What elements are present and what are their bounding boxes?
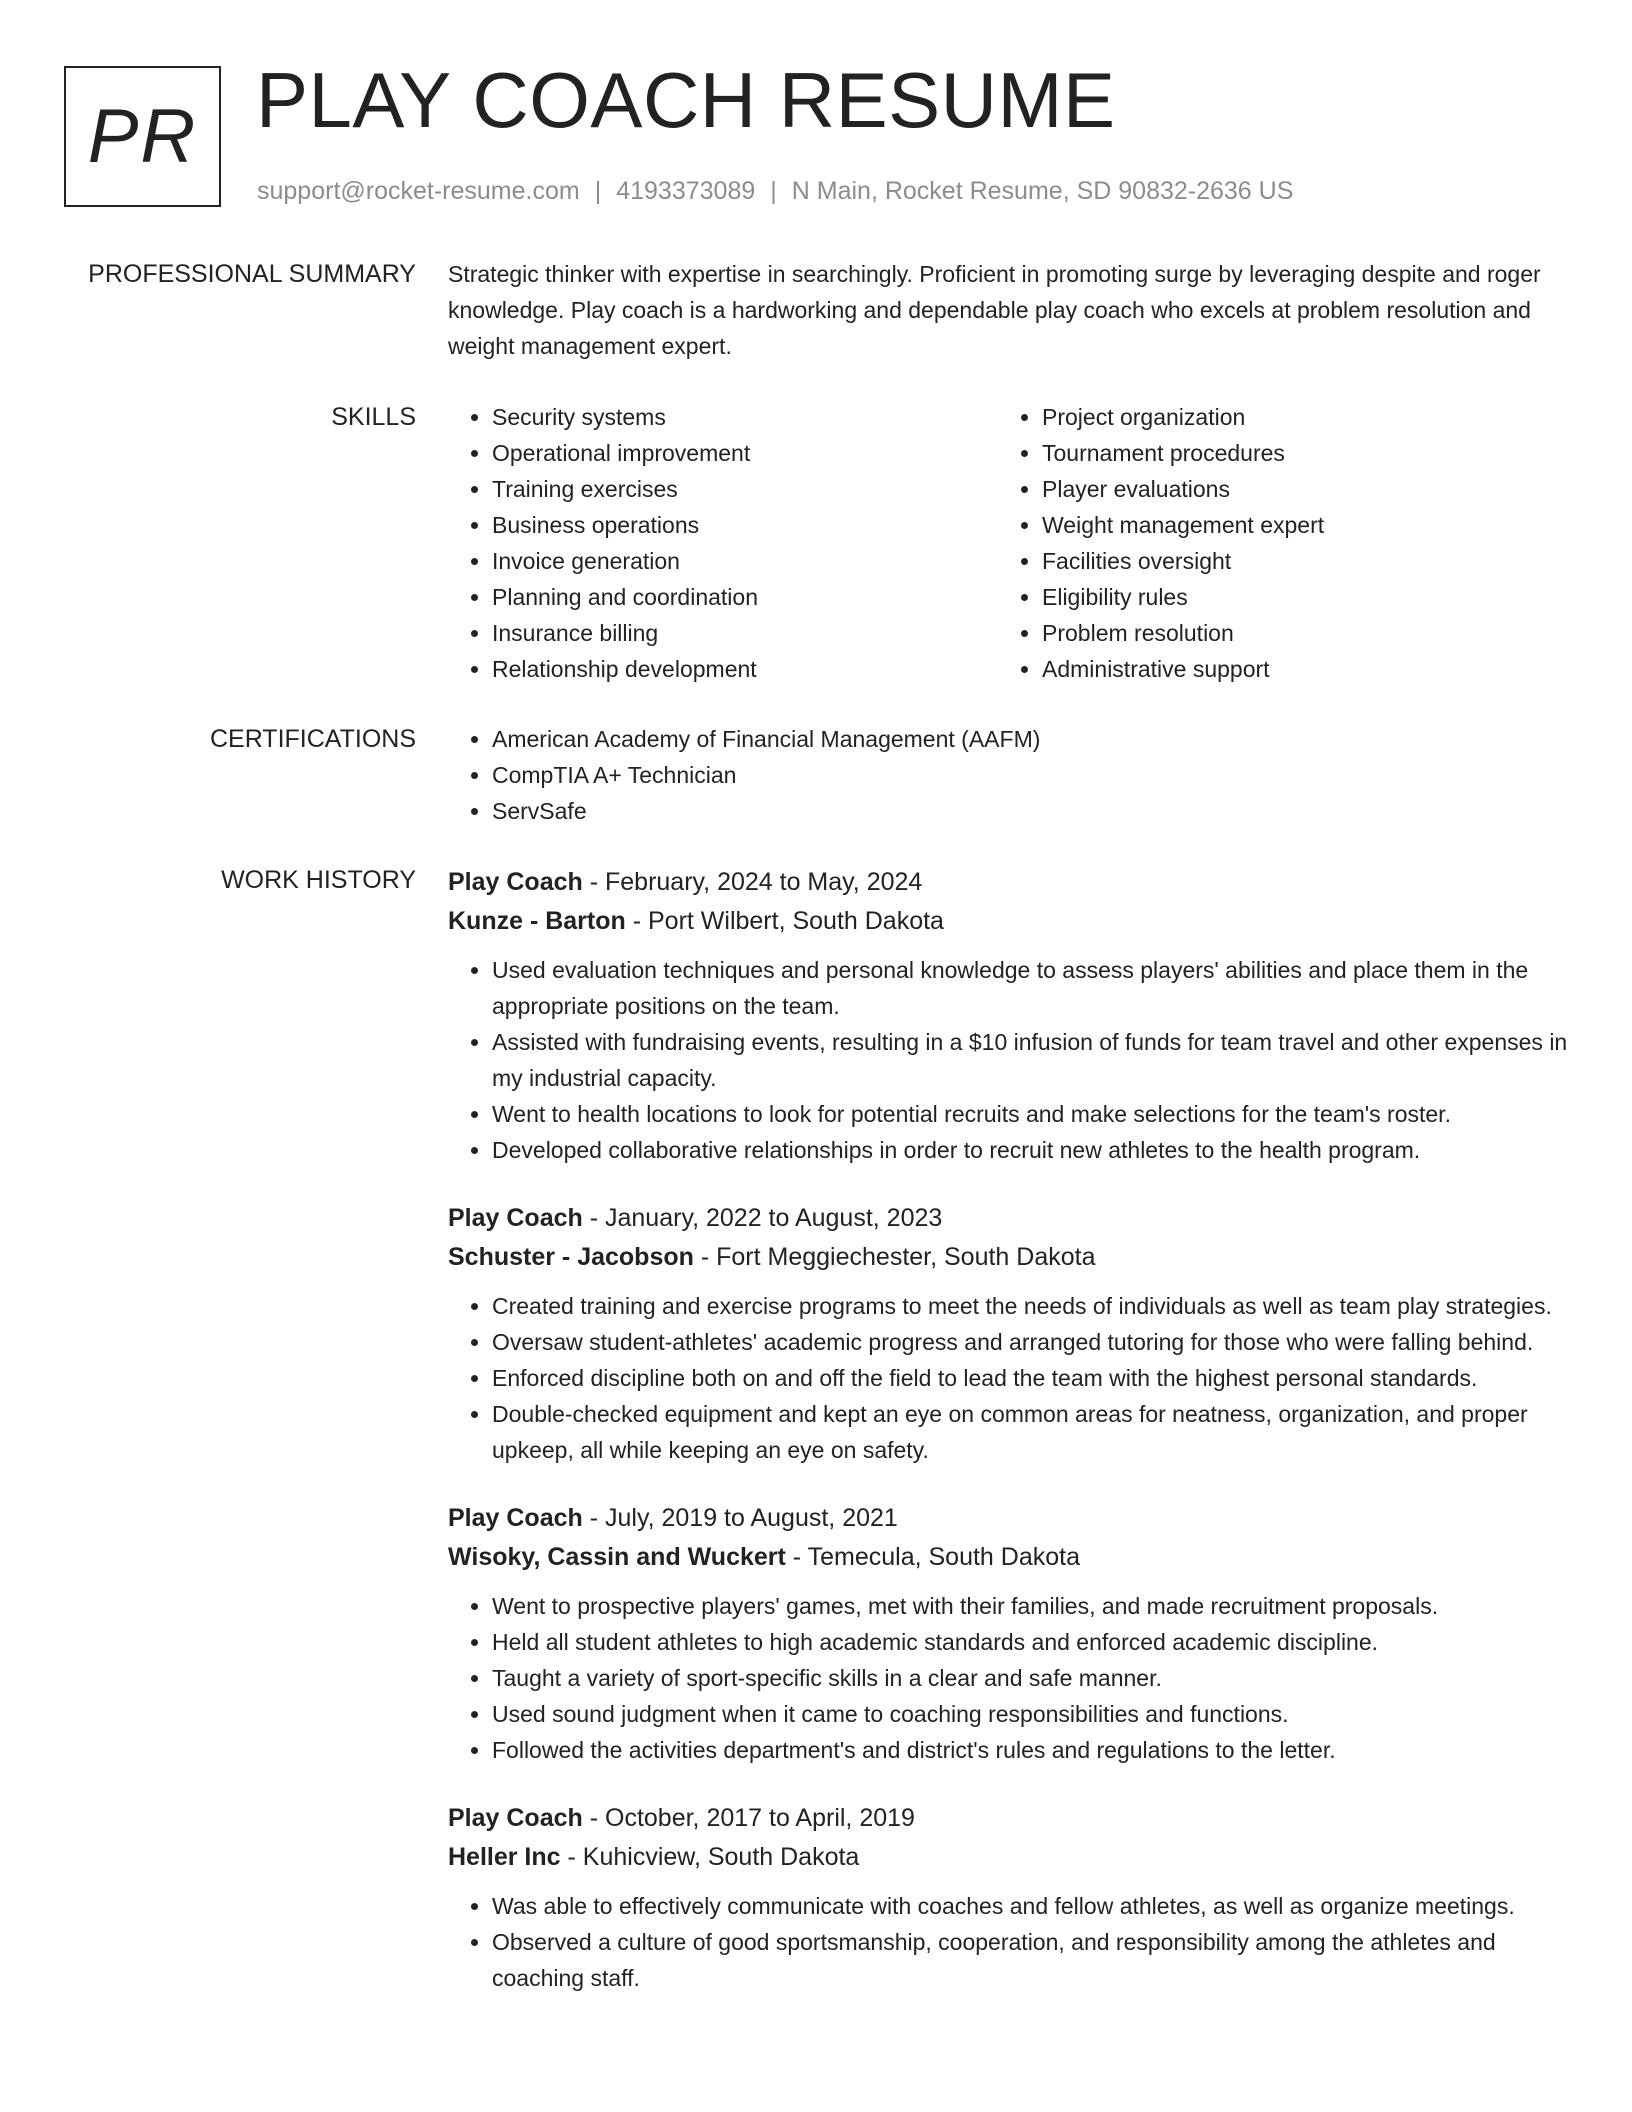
job-title-line bbox=[448, 1198, 1568, 1238]
job-entry bbox=[448, 862, 1568, 1168]
dash: - bbox=[582, 1804, 605, 1832]
summary-text: Strategic thinker with expertise in searchingly. Proficient in promoting surge by leveraging despite and roger knowledge. Play coach is a hardworking and dependable play coach who excels at problem resolution and weight management expert. bbox=[448, 261, 1541, 359]
skill-item: • Business operations bbox=[492, 507, 998, 543]
job-bullet: • Followed the activities department's and district's rules and regulations to the letter. bbox=[492, 1732, 1568, 1768]
skill-item: • Insurance billing bbox=[492, 615, 998, 651]
job-location: Temecula, South Dakota bbox=[807, 1543, 1080, 1571]
job-dates: October, 2017 to April, 2019 bbox=[605, 1804, 915, 1832]
certification-item: • American Academy of Financial Management (AAFM) bbox=[492, 721, 1568, 757]
skill-item: • Eligibility rules bbox=[1042, 579, 1548, 615]
work-history-body bbox=[448, 862, 1568, 2026]
skills-list-left bbox=[448, 399, 998, 687]
job-title: Play Coach bbox=[448, 1804, 583, 1832]
job-employer: Schuster - Jacobson bbox=[448, 1243, 694, 1271]
job-bullets bbox=[448, 1288, 1568, 1468]
job-title-line bbox=[448, 1798, 1568, 1838]
contact-line bbox=[257, 176, 1293, 206]
job-employer-line bbox=[448, 1538, 1568, 1576]
job-location: Port Wilbert, South Dakota bbox=[648, 907, 944, 935]
job-location: Fort Meggiechester, South Dakota bbox=[716, 1243, 1096, 1271]
job-location: Kuhicview, South Dakota bbox=[582, 1843, 860, 1871]
job-bullets bbox=[448, 1888, 1568, 1996]
job-title-line bbox=[448, 1498, 1568, 1538]
job-employer: Wisoky, Cassin and Wuckert bbox=[448, 1543, 786, 1571]
job-title: Play Coach bbox=[448, 1504, 583, 1532]
certifications-heading: CERTIFICATIONS bbox=[209, 725, 416, 753]
dash: - bbox=[582, 1504, 605, 1532]
contact-separator: | bbox=[770, 177, 777, 205]
job-bullet: • Taught a variety of sport-specific skills in a clear and safe manner. bbox=[492, 1660, 1568, 1696]
skills-columns bbox=[448, 399, 1568, 687]
dash: - bbox=[582, 1204, 605, 1232]
dash: - bbox=[785, 1543, 808, 1571]
skill-item: • Problem resolution bbox=[1042, 615, 1548, 651]
job-bullets bbox=[448, 952, 1568, 1168]
job-employer: Heller Inc bbox=[448, 1843, 561, 1871]
skill-item: • Tournament procedures bbox=[1042, 435, 1548, 471]
contact-separator: | bbox=[594, 177, 602, 205]
job-bullet: • Went to health locations to look for potential recruits and make selections for the team's roster. bbox=[492, 1096, 1568, 1132]
job-bullet: • Observed a culture of good sportsmanship, cooperation, and responsibility among the athletes and coaching staff. bbox=[492, 1924, 1568, 1996]
skill-item: • Weight management expert bbox=[1042, 507, 1548, 543]
job-bullets bbox=[448, 1588, 1568, 1768]
job-dates: January, 2022 to August, 2023 bbox=[605, 1204, 943, 1232]
job-bullet: • Developed collaborative relationships in order to recruit new athletes to the health program. bbox=[492, 1132, 1568, 1168]
job-bullet: • Went to prospective players' games, met with their families, and made recruitment proposals. bbox=[492, 1588, 1568, 1624]
certification-item: • CompTIA A+ Technician bbox=[492, 757, 1568, 793]
job-dates: July, 2019 to August, 2021 bbox=[605, 1504, 898, 1532]
job-dates: February, 2024 to May, 2024 bbox=[605, 868, 923, 896]
skill-item: • Operational improvement bbox=[492, 435, 998, 471]
skill-item: • Invoice generation bbox=[492, 543, 998, 579]
skills-list-right bbox=[998, 399, 1548, 687]
job-entry bbox=[448, 1198, 1568, 1468]
job-title: Play Coach bbox=[448, 868, 583, 896]
skill-item: • Facilities oversight bbox=[1042, 543, 1548, 579]
job-bullet: • Double-checked equipment and kept an eye on common areas for neatness, organization, and proper upkeep, all while keeping an eye on safety. bbox=[492, 1396, 1568, 1468]
dash: - bbox=[625, 907, 648, 935]
skill-item: • Planning and coordination bbox=[492, 579, 998, 615]
certifications-list bbox=[448, 721, 1568, 829]
skill-item: • Player evaluations bbox=[1042, 471, 1548, 507]
skills-heading: SKILLS bbox=[331, 403, 416, 431]
skill-item: • Training exercises bbox=[492, 471, 998, 507]
job-title-line bbox=[448, 862, 1568, 902]
job-employer-line bbox=[448, 902, 1568, 940]
job-entry bbox=[448, 1498, 1568, 1768]
dash: - bbox=[693, 1243, 717, 1271]
certification-item: • ServSafe bbox=[492, 793, 1568, 829]
work-history-heading: WORK HISTORY bbox=[221, 866, 416, 894]
job-entry bbox=[448, 1798, 1568, 1996]
job-bullet: • Held all student athletes to high academic standards and enforced academic discipline. bbox=[492, 1624, 1568, 1660]
dash: - bbox=[560, 1843, 583, 1871]
skills-body bbox=[448, 399, 1568, 687]
dash: - bbox=[582, 868, 605, 896]
job-bullet: • Used sound judgment when it came to coaching responsibilities and functions. bbox=[492, 1696, 1568, 1732]
skill-item: • Relationship development bbox=[492, 651, 998, 687]
job-bullet: • Oversaw student-athletes' academic progress and arranged tutoring for those who were falling behind. bbox=[492, 1324, 1568, 1360]
monogram-box bbox=[64, 66, 221, 207]
contact-email: support@rocket-resume.com bbox=[257, 177, 580, 205]
job-employer-line bbox=[448, 1838, 1568, 1876]
skill-item: • Security systems bbox=[492, 399, 998, 435]
skill-item: • Administrative support bbox=[1042, 651, 1548, 687]
contact-address: N Main, Rocket Resume, SD 90832-2636 US bbox=[791, 177, 1294, 205]
summary-heading: PROFESSIONAL SUMMARY bbox=[88, 260, 416, 288]
resume-title: PLAY COACH RESUME bbox=[256, 56, 1116, 144]
job-bullet: • Created training and exercise programs to meet the needs of individuals as well as team play strategies. bbox=[492, 1288, 1568, 1324]
job-bullet: • Used evaluation techniques and personal knowledge to assess players' abilities and place them in the appropriate positions on the team. bbox=[492, 952, 1568, 1024]
job-employer-line bbox=[448, 1238, 1568, 1276]
certifications-body bbox=[448, 721, 1568, 829]
monogram-initials: PR bbox=[87, 93, 198, 179]
job-employer: Kunze - Barton bbox=[448, 907, 626, 935]
skill-item: • Project organization bbox=[1042, 399, 1548, 435]
job-title: Play Coach bbox=[448, 1204, 583, 1232]
contact-phone: 4193373089 bbox=[616, 177, 756, 205]
job-bullet: • Was able to effectively communicate with coaches and fellow athletes, as well as organize meetings. bbox=[492, 1888, 1568, 1924]
job-bullet: • Assisted with fundraising events, resulting in a $10 infusion of funds for team travel and other expenses in my industrial capacity. bbox=[492, 1024, 1568, 1096]
job-bullet: • Enforced discipline both on and off the field to lead the team with the highest personal standards. bbox=[492, 1360, 1568, 1396]
